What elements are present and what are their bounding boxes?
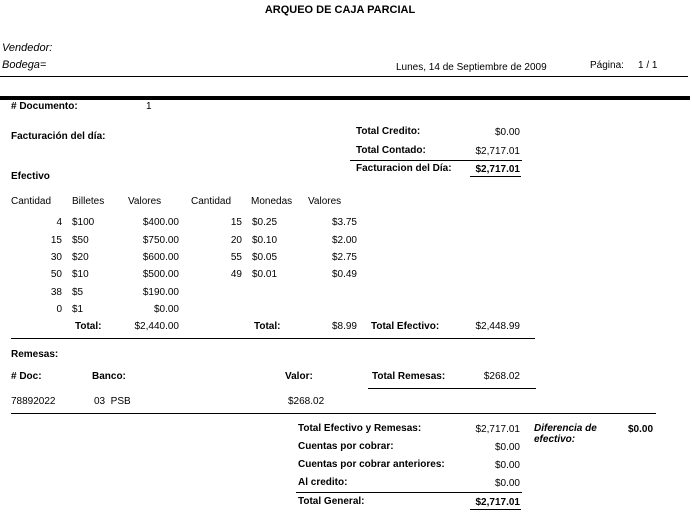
pagina-value: 1 / 1 (638, 60, 658, 71)
total-credito-label: Total Credito: (356, 126, 421, 137)
billete-cantidad: 50 (50, 269, 62, 280)
total-billetes-value: $2,440.00 (134, 321, 179, 332)
remesa-doc: 78892022 (11, 396, 56, 407)
efectivo-label: Efectivo (11, 171, 50, 182)
remesas-label: Remesas: (11, 349, 59, 360)
moneda-valor: $2.00 (331, 235, 357, 246)
report-title: ARQUEO DE CAJA PARCIAL (264, 4, 416, 16)
facturacion-label: Facturación del día: (11, 131, 106, 142)
remesas-banco-header: Banco: (92, 371, 126, 382)
cuentas-cobrar-label: Cuentas por cobrar: (298, 441, 394, 452)
billete-cantidad: 0 (56, 304, 62, 315)
total-general-underline (470, 509, 521, 510)
facturacion-dia-label: Facturacion del Día: (356, 163, 452, 174)
vendedor-label: Vendedor: (2, 42, 53, 54)
efectivo-rule (11, 338, 535, 339)
billete-valor: $750.00 (142, 235, 179, 246)
total-monedas-value: $8.99 (331, 321, 357, 332)
total-remesas-label: Total Remesas: (372, 371, 446, 382)
header-valores-billetes: Valores (128, 196, 162, 207)
moneda-cantidad: 55 (230, 252, 242, 263)
total-general-label: Total General: (298, 496, 365, 507)
remesas-total-rule (368, 388, 536, 389)
total-contado-value: $2,717.01 (475, 146, 520, 157)
total-efectivo-label: Total Efectivo: (371, 321, 440, 332)
billete-denominacion: $5 (72, 287, 84, 298)
header-cantidad-billetes: Cantidad (11, 196, 52, 207)
billete-denominacion: $20 (72, 252, 89, 263)
moneda-valor: $3.75 (331, 217, 357, 228)
cuentas-cobrar-anteriores-value: $0.00 (494, 460, 520, 471)
moneda-denominacion: $0.25 (252, 217, 278, 228)
billete-denominacion: $50 (72, 235, 89, 246)
header-monedas: Monedas (251, 196, 293, 207)
billete-cantidad: 38 (50, 287, 62, 298)
total-efectivo-remesas-value: $2,717.01 (475, 424, 520, 435)
moneda-denominacion: $0.01 (252, 269, 278, 280)
billete-valor: $0.00 (153, 304, 179, 315)
documento-value: 1 (146, 101, 152, 112)
al-credito-value: $0.00 (494, 478, 520, 489)
moneda-denominacion: $0.10 (252, 235, 278, 246)
bodega-label: Bodega= (2, 59, 47, 71)
cuentas-cobrar-anteriores-label: Cuentas por cobrar anteriores: (298, 459, 445, 470)
remesa-banco: 03 PSB (94, 396, 131, 407)
diferencia-efectivo-label: Diferencia de efectivo: (534, 423, 597, 445)
billete-valor: $600.00 (142, 252, 179, 263)
billete-denominacion: $10 (72, 269, 89, 280)
billete-cantidad: 30 (50, 252, 62, 263)
billete-valor: $500.00 (142, 269, 179, 280)
pagina-label: Página: (590, 60, 624, 71)
header-cantidad-monedas: Cantidad (191, 196, 232, 207)
remesas-rule (11, 413, 656, 414)
moneda-cantidad: 49 (230, 269, 242, 280)
moneda-valor: $0.49 (331, 269, 357, 280)
facturacion-dia-value: $2,717.01 (475, 164, 520, 175)
remesa-valor: $268.02 (288, 396, 325, 407)
total-general-value: $2,717.01 (475, 497, 520, 508)
total-remesas-value: $268.02 (483, 371, 520, 382)
billete-valor: $400.00 (142, 217, 179, 228)
diferencia-efectivo-value: $0.00 (628, 424, 654, 435)
report-date: Lunes, 14 de Septiembre de 2009 (396, 62, 547, 73)
total-efectivo-value: $2,448.99 (475, 321, 520, 332)
summary-rule (296, 492, 522, 493)
billete-valor: $190.00 (142, 287, 179, 298)
total-monedas-label: Total: (254, 321, 281, 332)
facturacion-rule (350, 160, 522, 161)
billete-cantidad: 4 (56, 217, 62, 228)
header-thick-rule (0, 96, 690, 100)
remesas-doc-header: # Doc: (11, 371, 42, 382)
moneda-cantidad: 20 (230, 235, 242, 246)
total-billetes-label: Total: (75, 321, 102, 332)
billete-denominacion: $100 (72, 217, 95, 228)
billete-denominacion: $1 (72, 304, 84, 315)
moneda-denominacion: $0.05 (252, 252, 278, 263)
moneda-cantidad: 15 (230, 217, 242, 228)
documento-label: # Documento: (11, 101, 78, 112)
total-contado-label: Total Contado: (356, 145, 426, 156)
remesas-valor-header: Valor: (285, 371, 313, 382)
header-billetes: Billetes (72, 196, 105, 207)
moneda-valor: $2.75 (331, 252, 357, 263)
facturacion-dia-underline (470, 176, 521, 177)
header-rule (0, 76, 688, 77)
al-credito-label: Al credito: (298, 477, 348, 488)
total-efectivo-remesas-label: Total Efectivo y Remesas: (298, 423, 422, 434)
billete-cantidad: 15 (50, 235, 62, 246)
cuentas-cobrar-value: $0.00 (494, 442, 520, 453)
header-valores-monedas: Valores (308, 196, 342, 207)
total-credito-value: $0.00 (494, 127, 520, 138)
